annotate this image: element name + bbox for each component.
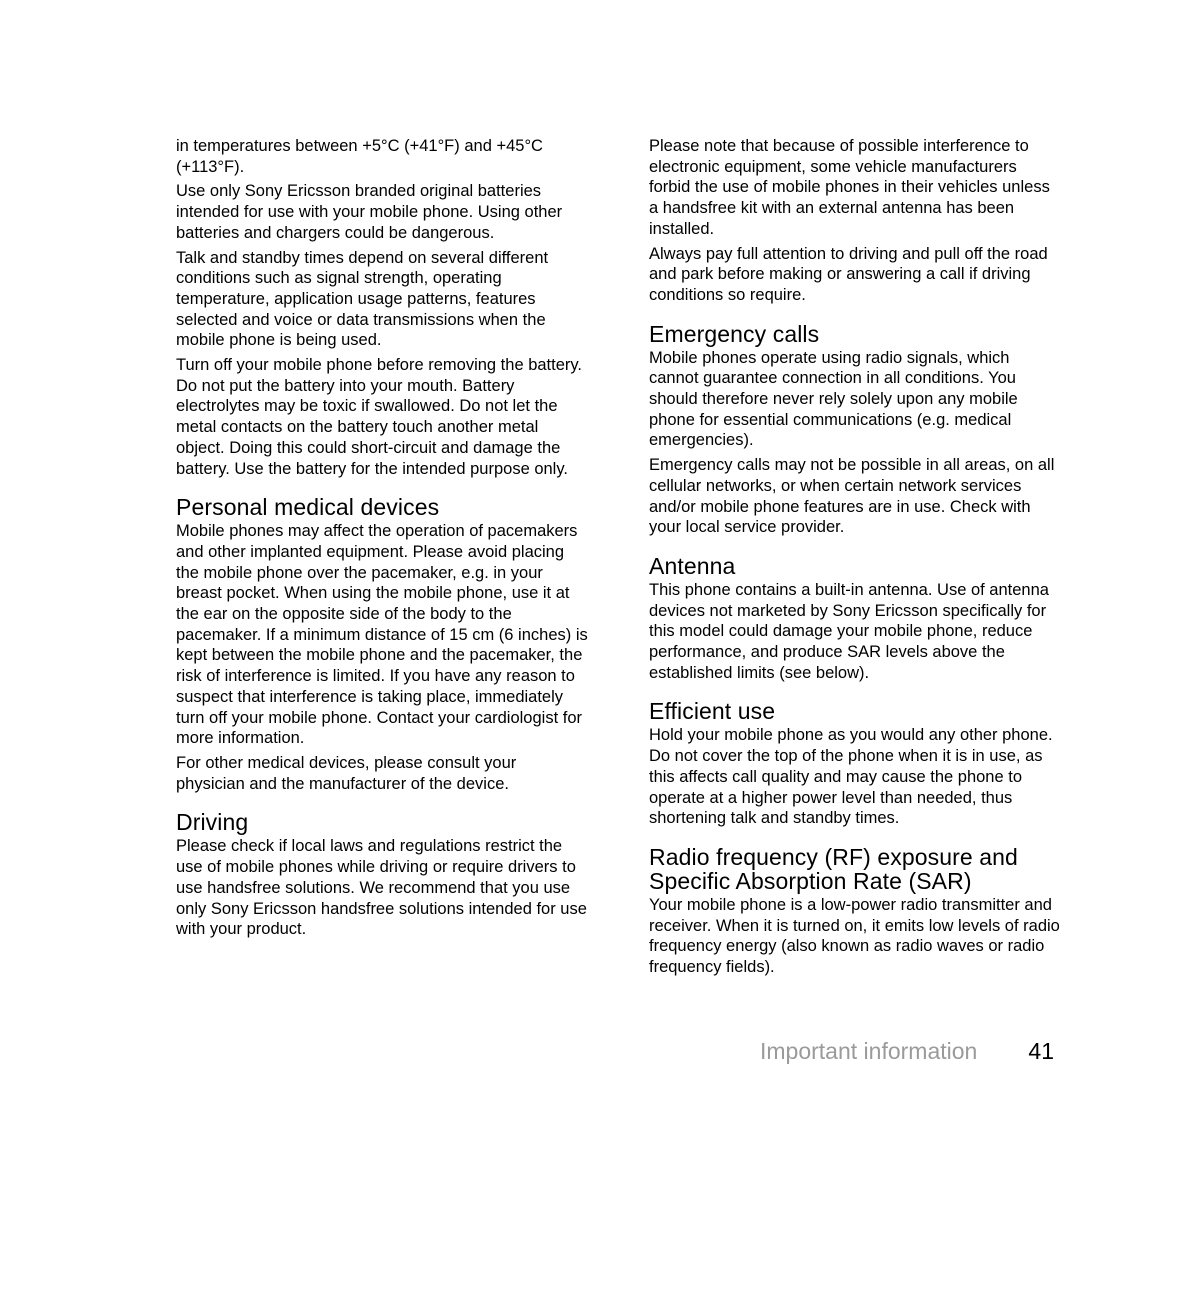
paragraph: Mobile phones operate using radio signals, which cannot guarantee connection in all conditions. You should therefore never rely solely upon any mobile phone for essential communications (e.g. medical emergencies). bbox=[649, 348, 1018, 450]
rf-exposure-section bbox=[649, 845, 1061, 978]
section-heading: Efficient use bbox=[649, 698, 776, 725]
section-heading: Radio frequency (RF) exposure and Specific Absorption Rate (SAR) bbox=[649, 843, 1018, 894]
section-heading: Emergency calls bbox=[649, 320, 820, 347]
personal-medical-section bbox=[176, 495, 588, 794]
paragraph: Hold your mobile phone as you would any other phone. Do not cover the top of the phone when it is in use, as this affects call quality and may cause the phone to operate at a higher power level than needed, thus shortening talk and standby times. bbox=[649, 726, 1053, 828]
paragraph: in temperatures between +5°C (+41°F) and +45°C (+113°F). bbox=[176, 137, 543, 176]
page-footer bbox=[760, 1038, 1060, 1068]
antenna-section bbox=[649, 554, 1061, 684]
paragraph: Always pay full attention to driving and pull off the road and park before making or answering a call if driving conditions so require. bbox=[649, 244, 1048, 304]
paragraph: Your mobile phone is a low-power radio transmitter and receiver. When it is turned on, it emits low levels of radio frequency energy (also known as radio waves or radio frequency fields). bbox=[649, 895, 1060, 977]
right-column bbox=[649, 136, 1061, 982]
paragraph: Emergency calls may not be possible in all areas, on all cellular networks, or when certain network services and/or mobile phone features are in use. Check with your local service provider. bbox=[649, 456, 1055, 537]
footer-section-label: Important information bbox=[760, 1038, 978, 1064]
paragraph: This phone contains a built-in antenna. Use of antenna devices not marketed by Sony Ericsson specifically for this model could damage your mobile phone, reduce performance, and produce SAR levels above the established limits (see below). bbox=[649, 580, 1049, 682]
paragraph: Use only Sony Ericsson branded original batteries intended for use with your mobile phone. Using other batteries and chargers could be dangerous. bbox=[176, 182, 563, 242]
section-heading: Antenna bbox=[649, 552, 736, 579]
left-column bbox=[176, 136, 588, 944]
section-heading: Personal medical devices bbox=[176, 494, 440, 521]
emergency-calls-section bbox=[649, 322, 1061, 538]
paragraph: Talk and standby times depend on several different conditions such as signal strength, operating temperature, application usage patterns, features selected and voice or data transmissions when the mobile phone is being used. bbox=[176, 248, 549, 350]
page-number: 41 bbox=[1028, 1038, 1054, 1064]
paragraph: Turn off your mobile phone before removing the battery. Do not put the battery into your mouth. Battery electrolytes may be toxic if swallowed. Do not let the metal contacts on the battery touch another metal object. Doing this could short-circuit and damage the battery. Use the battery for the intended purpose only. bbox=[176, 356, 583, 478]
efficient-use-section bbox=[649, 699, 1061, 829]
driving-section bbox=[176, 810, 588, 940]
section-heading: Driving bbox=[176, 809, 249, 836]
paragraph: For other medical devices, please consult your physician and the manufacturer of the device. bbox=[176, 753, 517, 793]
paragraph: Please check if local laws and regulations restrict the use of mobile phones while driving or require drivers to use handsfree solutions. We recommend that you use only Sony Ericsson handsfree solutions intended for use with your product. bbox=[176, 837, 587, 939]
paragraph: Mobile phones may affect the operation of pacemakers and other implanted equipment. Please avoid placing the mobile phone over the pacemaker, e.g. in your breast pocket. When using the mobile phone, use it at the ear on the opposite side of the body to the pacemaker. If a minimum distance of 15 cm (6 inches) is kept between the mobile phone and the pacemaker, the risk of interference is limited. If you have any reason to suspect that interference is taking place, immediately turn off your mobile phone. Contact your cardiologist for more information. bbox=[176, 522, 588, 748]
paragraph: Please note that because of possible interference to electronic equipment, some vehicle manufacturers forbid the use of mobile phones in their vehicles unless a handsfree kit with an external antenna has been installed. bbox=[649, 137, 1050, 238]
